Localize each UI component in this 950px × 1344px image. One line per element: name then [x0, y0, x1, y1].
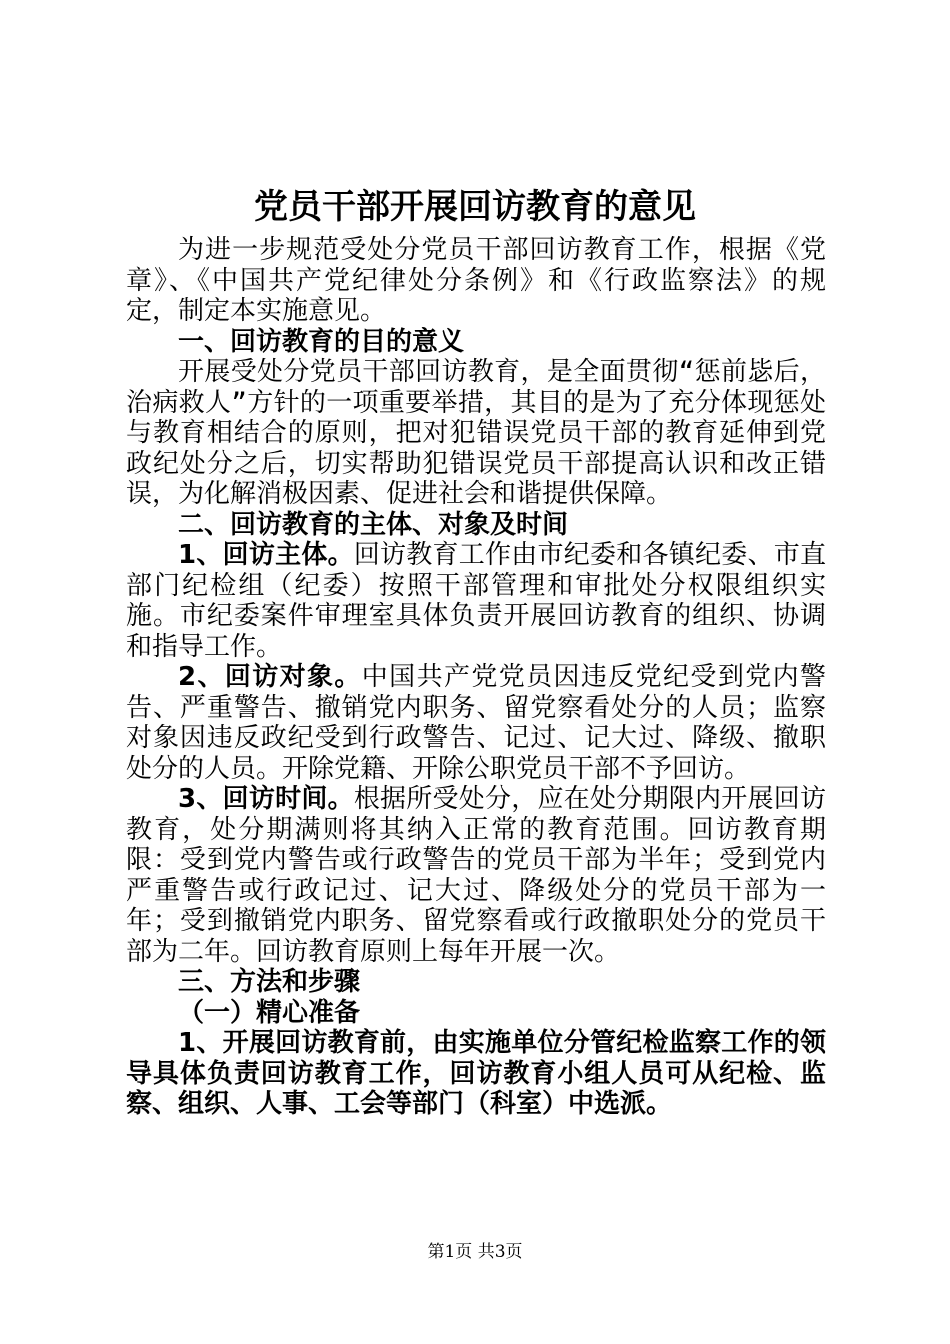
document-title: 党员干部开展回访教育的意见	[254, 187, 696, 227]
section1-heading: 一、回访教育的目的意义	[178, 326, 465, 357]
section2-item2-lead: 2、回访对象。	[178, 662, 362, 692]
section2-item2-paragraph	[126, 662, 826, 784]
section3-subheading: （一）精心准备	[178, 997, 361, 1028]
section3-item1-paragraph: 1、开展回访教育前，由实施单位分管纪检监察工作的领导具体负责回访教育工作，回访教育小组人员可从纪检、监察、组织、人事、工会等部门（科室）中选派。	[126, 1028, 826, 1119]
section2-item1-paragraph	[126, 540, 826, 662]
section2-item3-paragraph	[126, 784, 826, 967]
document-body	[126, 235, 826, 1120]
section2-item2-text: 中国共产党党员因违反党纪受到党内警告、严重警告、撤销党内职务、留党察看处分的人员；监察对象因违反政纪受到行政警告、记过、记大过、降级、撤职处分的人员。开除党籍、开除公职党员干部不予回访。	[126, 662, 826, 784]
page-footer: 第1页 共3页	[427, 1242, 523, 1262]
section2-heading: 二、回访教育的主体、对象及时间	[178, 509, 569, 540]
intro-paragraph: 为进一步规范受处分党员干部回访教育工作，根据《党章》、《中国共产党纪律处分条例》和《行政监察法》的规定，制定本实施意见。	[126, 235, 826, 326]
section3-heading: 三、方法和步骤	[178, 967, 361, 997]
section2-item3-lead: 3、回访时间。	[178, 784, 354, 814]
section2-item3-text: 根据所受处分，应在处分期限内开展回访教育，处分期满则将其纳入正常的教育范围。回访教育期限：受到党内警告或行政警告的党员干部为半年；受到党内严重警告或行政记过、记大过、降级处分的党员干部为一年；受到撤销党内职务、留党察看或行政撤职处分的党员干部为二年。回访教育原则上每年开展一次。	[126, 784, 826, 967]
section1-paragraph: 开展受处分党员干部回访教育，是全面贯彻“惩前毖后，治病救人”方针的一项重要举措，其目的是为了充分体现惩处与教育相结合的原则，把对犯错误党员干部的教育延伸到党政纪处分之后，切实帮助犯错误党员干部提高认识和改正错误，为化解消极因素、促进社会和谐提供保障。	[126, 357, 826, 509]
section2-item1-lead: 1、回访主体。	[178, 540, 354, 570]
section2-item1-text: 回访教育工作由市纪委和各镇纪委、市直部门纪检组（纪委）按照干部管理和审批处分权限组织实施。市纪委案件审理室具体负责开展回访教育的组织、协调和指导工作。	[126, 540, 826, 662]
